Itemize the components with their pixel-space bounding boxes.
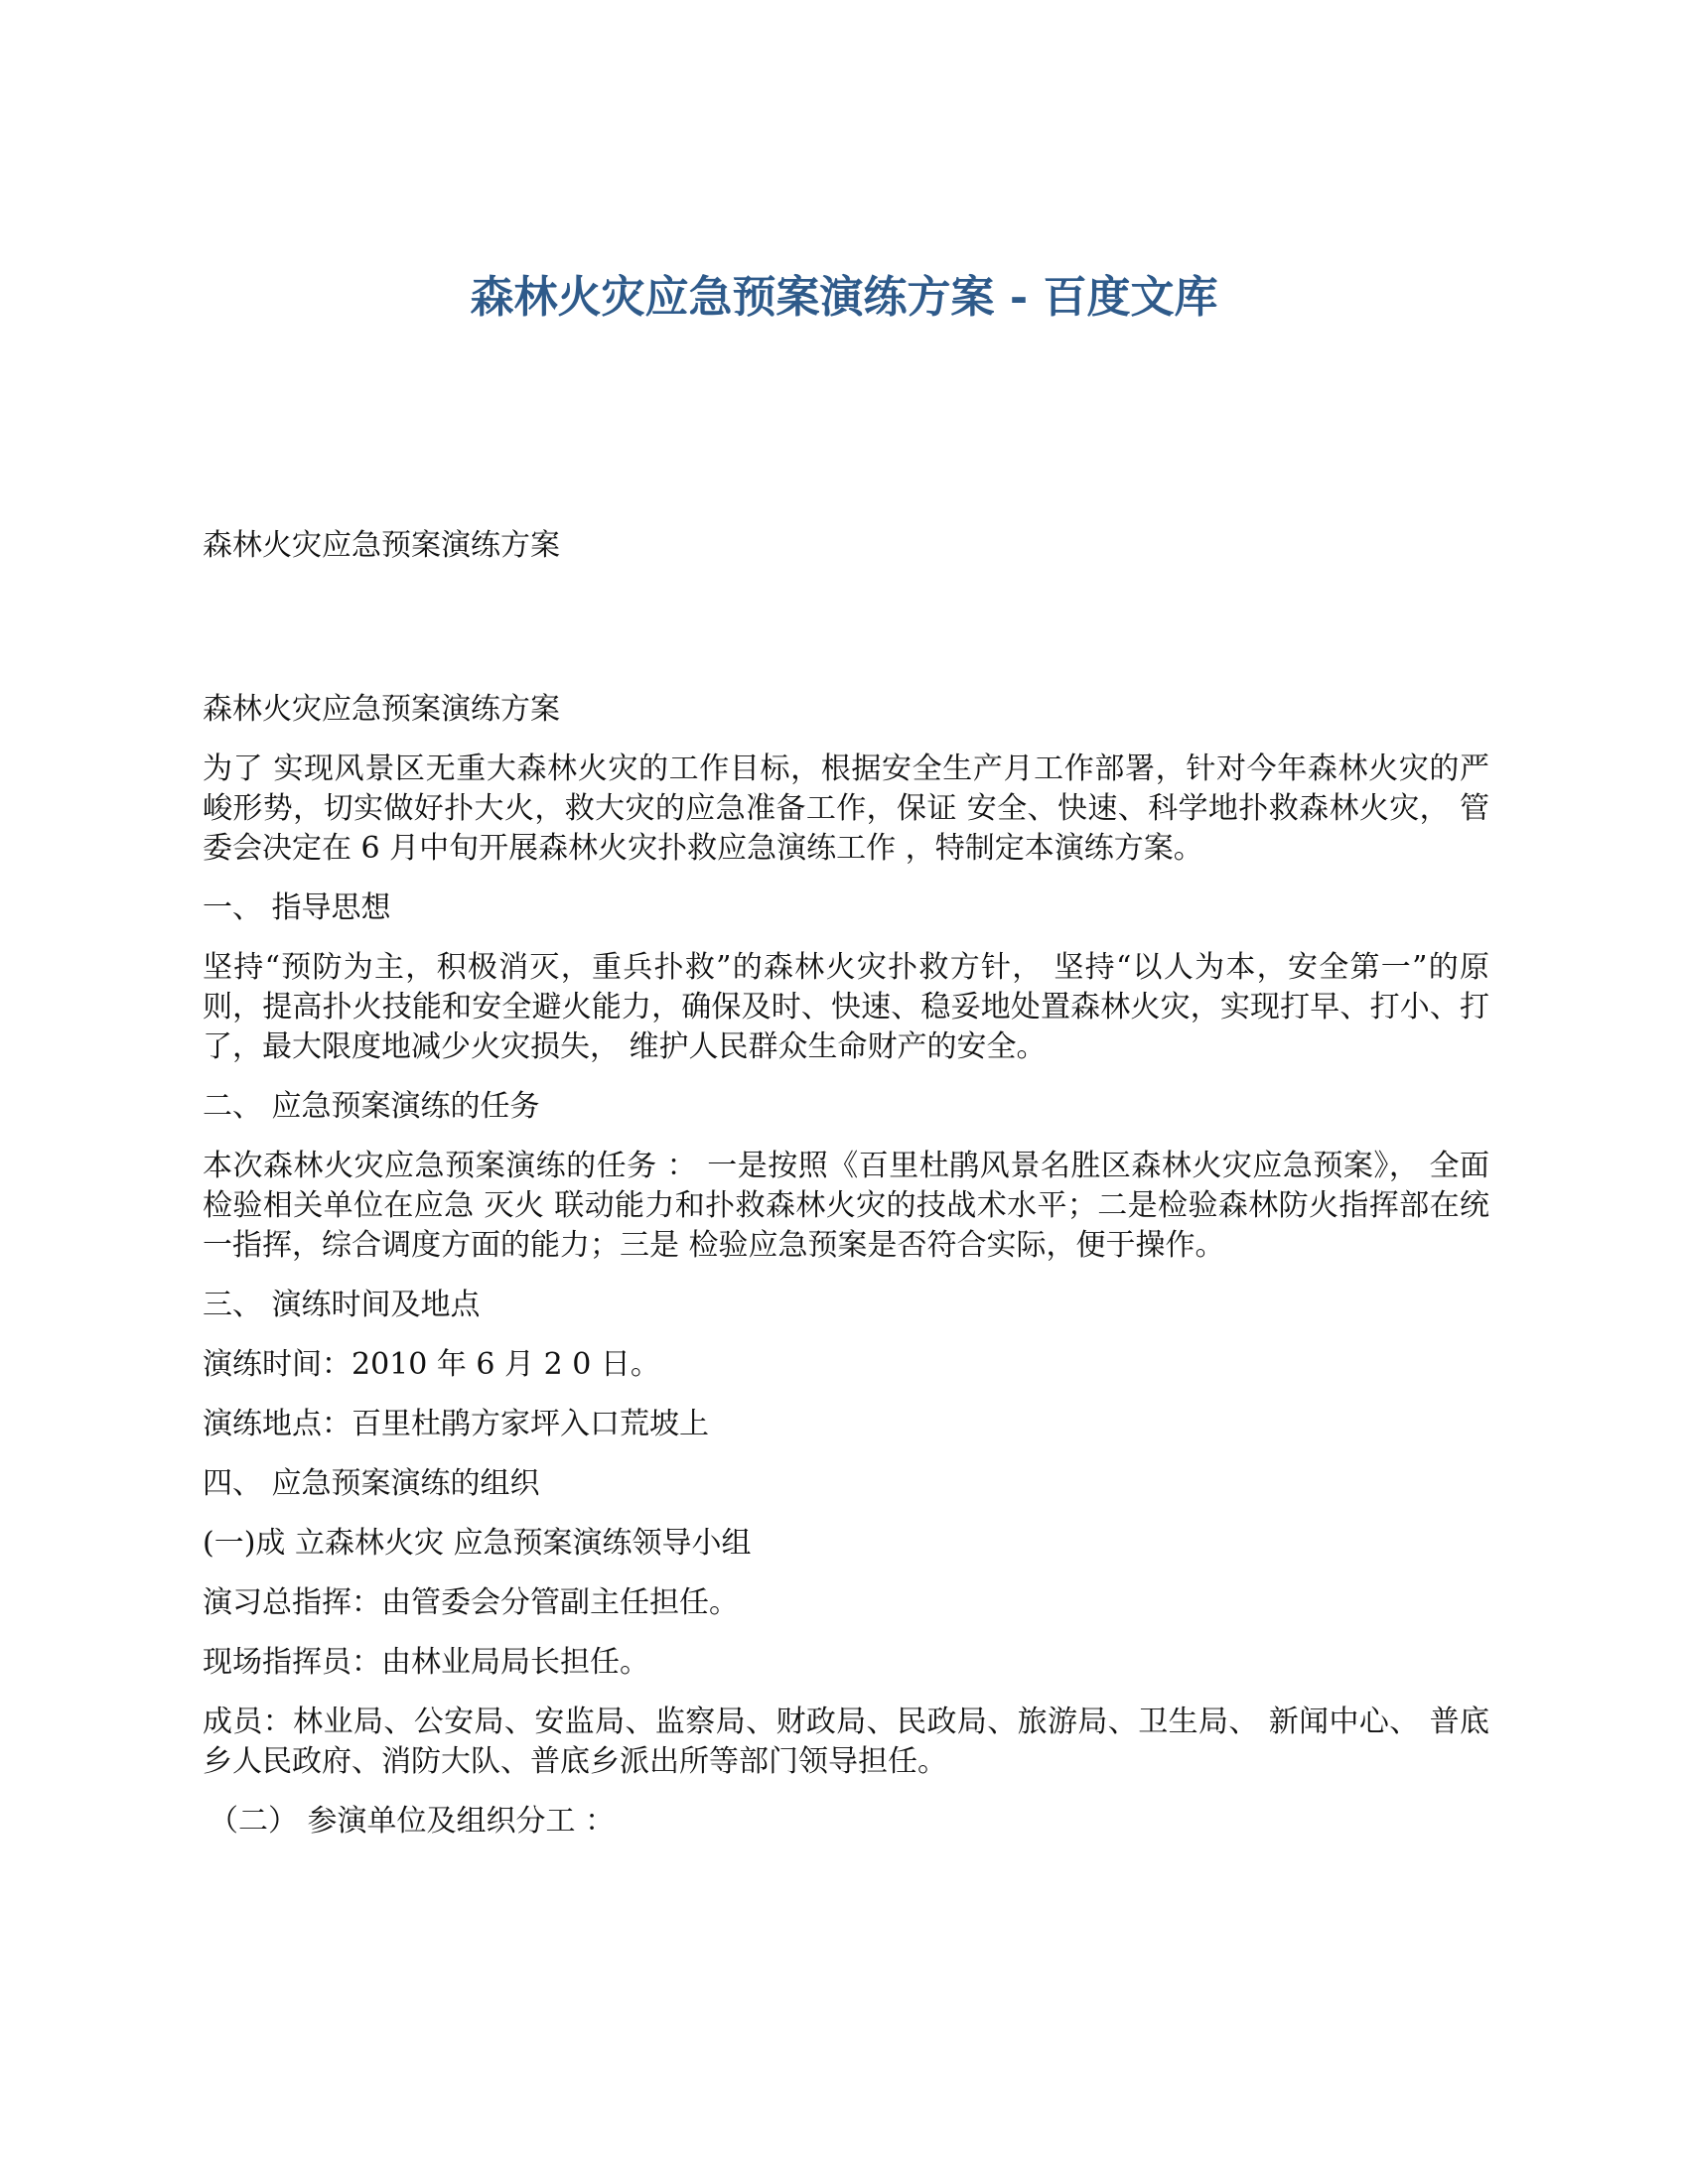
document-body [203,526,1489,1861]
subtitle-1: 森林火灾应急预案演练方案 [203,528,560,563]
intro-paragraph: 为了 实现风景区无重大森林火灾的工作目标，根据安全生产月工作部署，针对今年森林火灾的严峻形势，切实做好扑大火，救大灾的应急准备工作，保证 安全、快速、科学地扑救森林火灾， 管委会决定在 6 月中旬开展森林火灾扑救应急演练工作 ，特制定本演练方案。 [203,751,1489,866]
field-commander-line: 现场指挥员：由林业局局长担任。 [203,1645,649,1680]
drill-location: 演练地点：百里杜鹃方家坪入口荒坡上 [203,1407,709,1441]
drill-time: 演练时间：2010 年 6 月 2 0 日。 [203,1347,660,1382]
subtitle-2: 森林火灾应急预案演练方案 [203,692,560,727]
document-title: 森林火灾应急预案演练方案 - 百度文库 [470,272,1218,323]
section-2-body: 本次森林火灾应急预案演练的任务 ： 一是按照《百里杜鹃风景名胜区森林火灾应急预案》， 全面检验相关单位在应急 灭火 联动能力和扑救森林火灾的技战术水平；二是检验森林防火指挥部在统一指挥，综合调度方面的能力；三是 检验应急预案是否符合实际，便于操作。 [203,1149,1489,1263]
section-1-body: 坚持“预防为主，积极消灭，重兵扑救”的森林火灾扑救方针， 坚持“以人为本，安全第一”的原则，提高扑火技能和安全避火能力，确保及时、快速、稳妥地处置森林火灾，实现打早、打小、打了，最大限度地减少火灾损失， 维护人民群众生命财产的安全。 [203,950,1489,1064]
section-3-heading: 三、 演练时间及地点 [203,1288,481,1322]
section-4-heading: 四、 应急预案演练的组织 [203,1466,540,1501]
members-line: 成员：林业局、公安局、安监局、监察局、财政局、民政局、旅游局、卫生局、 新闻中心、 普底乡人民政府、消防大队、普底乡派出所等部门领导担任。 [203,1705,1489,1779]
commander-line: 演习总指挥：由管委会分管副主任担任。 [203,1585,739,1620]
section-1-heading: 一、 指导思想 [203,890,391,925]
subsection-1-heading: (一)成 立森林火灾 应急预案演练领导小组 [203,1526,752,1561]
section-2-heading: 二、 应急预案演练的任务 [203,1089,540,1124]
subsection-2-heading: （二） 参演单位及组织分工 ： [209,1804,616,1839]
